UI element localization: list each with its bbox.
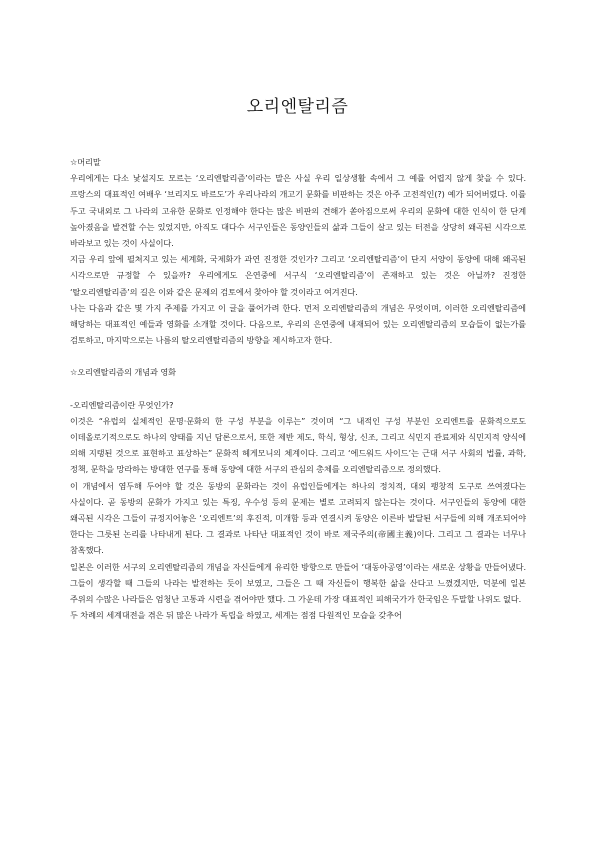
section-spacer [70, 381, 526, 397]
body-paragraph: 일본은 이러한 서구의 오리엔탈리즘의 개념을 자신들에게 유리한 방향으로 만들어 ‘대동아공영’이라는 새로운 상황을 만들어냈다. 그들이 생각할 때 그들의 나라는 발전하는 듯이 보였고, 그들은 그 때 자신들이 행복한 삶을 산다고 느꼈겠지만, 덕분에 일본 주위의 수많은 나라들은 엄청난 고통과 시련을 겪어야만 했다. 그 가운데 가장 대표적인 피해국가가 한국임은 두말할 나위도 없다. [70, 561, 526, 605]
body-paragraph: 두 차례의 세계대전을 겪은 뒤 많은 나라가 독립을 하였고, 세계는 점점 다원적인 모습을 갖추어 [70, 610, 402, 621]
section-heading-concept: ☆오리엔탈리즘의 개념과 영화 [70, 367, 176, 378]
section-heading-intro: ☆머리말 [70, 157, 101, 167]
body-paragraph: 이것은 “유럽의 실체적인 문명·문화의 한 구성 부분을 이루는” 것이며 “그 내적인 구성 부분인 오리엔트를 문화적으로도 이데올로기적으로도 하나의 양태를 지닌 담론으로서, 또한 제반 제도, 학식, 형상, 신조, 그리고 식민지 관료제와 식민지적 양식에 의해 지탱된 것으로 표현하고 표상하는” 문화적 헤게모니의 체계이다. 그리고 ‘에드워드 사이드’는 근대 서구 사회의 법률, 과학, 정책, 문학을 망라하는 방대한 연구를 통해 동양에 대한 서구의 관심의 총체를 오리엔탈리즘으로 정의했다. [70, 415, 526, 475]
section-spacer [70, 348, 526, 364]
body-paragraph: 지금 우리 앞에 펼쳐지고 있는 세계화, 국제화가 과연 진정한 것인가? 그리고 ‘오리엔탈리즘’이 단지 서양이 동양에 대해 왜곡된 시각으로만 규정할 수 있을까? 우리에게도 은연중에 서구식 ‘오리엔탈리즘’이 존재하고 있는 것은 아닐까? 진정한 ‘탈오리엔탈리즘’의 길은 이와 같은 문제의 검토에서 찾아야 할 것이라고 여겨진다. [70, 254, 526, 297]
subsection-heading: -오리엔탈리즘이란 무엇인가? [70, 399, 174, 410]
body-paragraph: 나는 다음과 같은 몇 가지 주제를 가지고 이 글을 풀어가려 한다. 먼저 오리엔탈리즘의 개념은 무엇이며, 이러한 오리엔탈리즘에 해당하는 대표적인 예들과 영화를 소개할 것이다. 다음으로, 우리의 은연중에 내재되어 있는 오리엔탈리즘의 모습들이 없는가를 검토하고, 마지막으로는 나름의 탈오리엔탈리즘의 방향을 제시하고자 한다. [70, 302, 526, 346]
body-paragraph: 우리에게는 다소 낯설지도 모르는 ‘오리엔탈리즘’이라는 말은 사실 우리 일상생활 속에서 그 예를 어렵지 않게 찾을 수 있다. 프랑스의 대표적인 여배우 ‘브리지도 바르도’가 우리나라의 개고기 문화를 비판하는 것은 아주 고전적인(?) 예가 되어버렸다. 이를 두고 국내외로 그 나라의 고유한 문화로 인정해야 한다는 많은 비판의 견해가 쏟아짐으로써 우리의 문화에 대한 인식이 한 단계 높아졌음을 발견할 수는 있었지만, 아직도 대다수 서구인들은 동양인들의 삶과 그들이 살고 있는 터전을 상당히 왜곡된 시각으로 바라보고 있는 것이 사실이다. [70, 173, 526, 249]
body-paragraph: 이 개념에서 염두해 두어야 할 것은 동방의 문화라는 것이 유럽인들에게는 하나의 정치적, 대외 팽창적 도구로 쓰여졌다는 사실이다. 곧 동방의 문화가 가지고 있는 특징, 우수성 등의 문제는 별로 고려되지 않는다는 것이다. 서구인들의 동양에 대한 왜곡된 시각은 그들이 규정지어놓은 ‘오리엔트’의 후진적, 미개함 등과 연결시켜 동양은 이른바 발달된 서구들에 의해 개조되어야 한다는 그릇된 논리를 나타내게 된다. 그 결과로 나타난 대표적인 것이 바로 제국주의(帝國主義)이다. 그리고 그 결과는 너무나 참혹했다. [70, 480, 526, 556]
document-body [70, 154, 526, 623]
document-title: 오리엔탈리즘 [246, 97, 349, 117]
